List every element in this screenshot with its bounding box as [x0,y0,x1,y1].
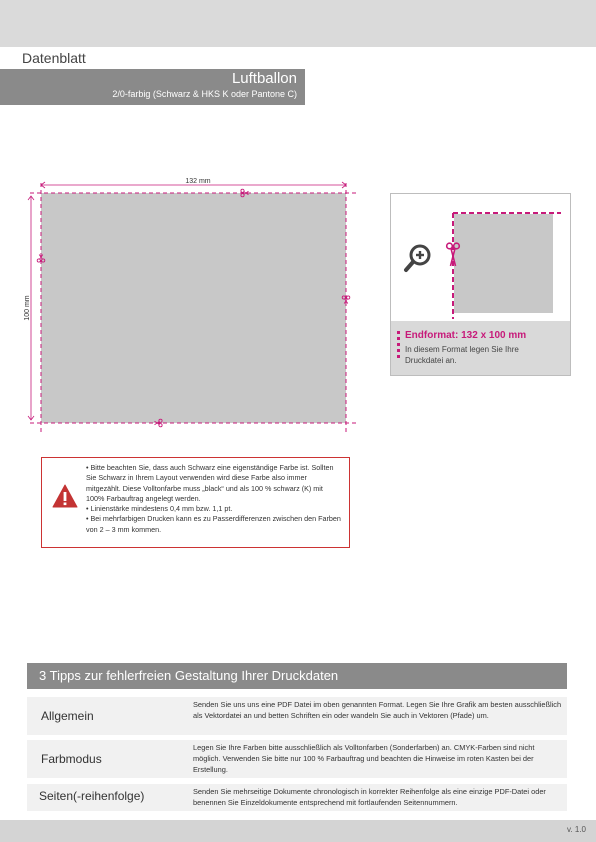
warning-box [41,457,350,548]
height-label: 100 mm [24,295,31,321]
warning-item: • Bitte beachten Sie, dass auch Schwarz eine eigenständige Farbe ist. Sollten Sie Schwarz in Ihrem Layout verwenden wird diese Farbe also immer mitgezählt. Diese Volltonfarbe muss „black“ und als 100 % schwarz (K) mit 100% Farbauftrag angelegt werden. [86,463,341,504]
tip-text: Senden Sie uns uns eine PDF Datei im oben genannten Format. Legen Sie Ihre Grafik am besten ausschließlich als Vektordatei an und betten Schriften ein oder wandeln Sie auch in Vektoren (Pfade) um. [193,700,562,720]
format-area [41,193,346,423]
product-subtitle: 2/0-farbig (Schwarz & HKS K oder Pantone C) [112,89,297,99]
endformat-label: Endformat: 132 x 100 mm [405,330,527,341]
tip-row-general [27,697,567,735]
product-title: Luftballon [231,70,297,87]
version-label: v. 1.0 [567,825,586,834]
warning-item: • Linienstärke mindestens 0,4 mm bzw. 1,1 pt. [86,504,341,514]
tip-row-pages [27,784,567,811]
tip-text: Legen Sie Ihre Farben bitte ausschließlich als Volltonfarben (Sonderfarben) an. CMYK-Farben sind nicht möglich. Verwenden Sie bitte nur 100 % Farbauftrag und beachten die Hinweise im roten Kasten bei der Erstellung. [193,743,535,774]
tip-text: Senden Sie mehrseitige Dokumente chronologisch in korrekter Reihenfolge als eine einzige PDF-Datei oder benennen Sie Einzeldokumente entsprechend mit fortlaufenden Seitennummern. [193,787,546,807]
magnifier-plus-icon [406,246,429,270]
endformat-marker [397,331,400,364]
warning-triangle-icon [52,484,78,508]
warning-item: • Bei mehrfarbigen Drucken kann es zu Passerdifferenzen zwischen den Farben von 2 – 3 mm kommen. [86,514,341,535]
tip-label: Allgemein [41,709,94,723]
tip-label: Farbmodus [41,752,102,766]
width-label: 132 mm [185,178,211,185]
datasheet-tab: Datenblatt [16,47,118,69]
zoom-detail-box [390,193,571,376]
warning-list [86,463,341,535]
footer-bar [0,820,596,842]
tips-title: 3 Tipps zur fehlerfreien Gestaltung Ihrer Druckdaten [27,663,567,689]
endformat-description: In diesem Format legen Sie Ihre Druckdatei an. [405,345,519,365]
tip-label: Seiten(-reihenfolge) [39,789,145,803]
tip-row-colormode [27,740,567,778]
zoom-detail [391,194,570,321]
